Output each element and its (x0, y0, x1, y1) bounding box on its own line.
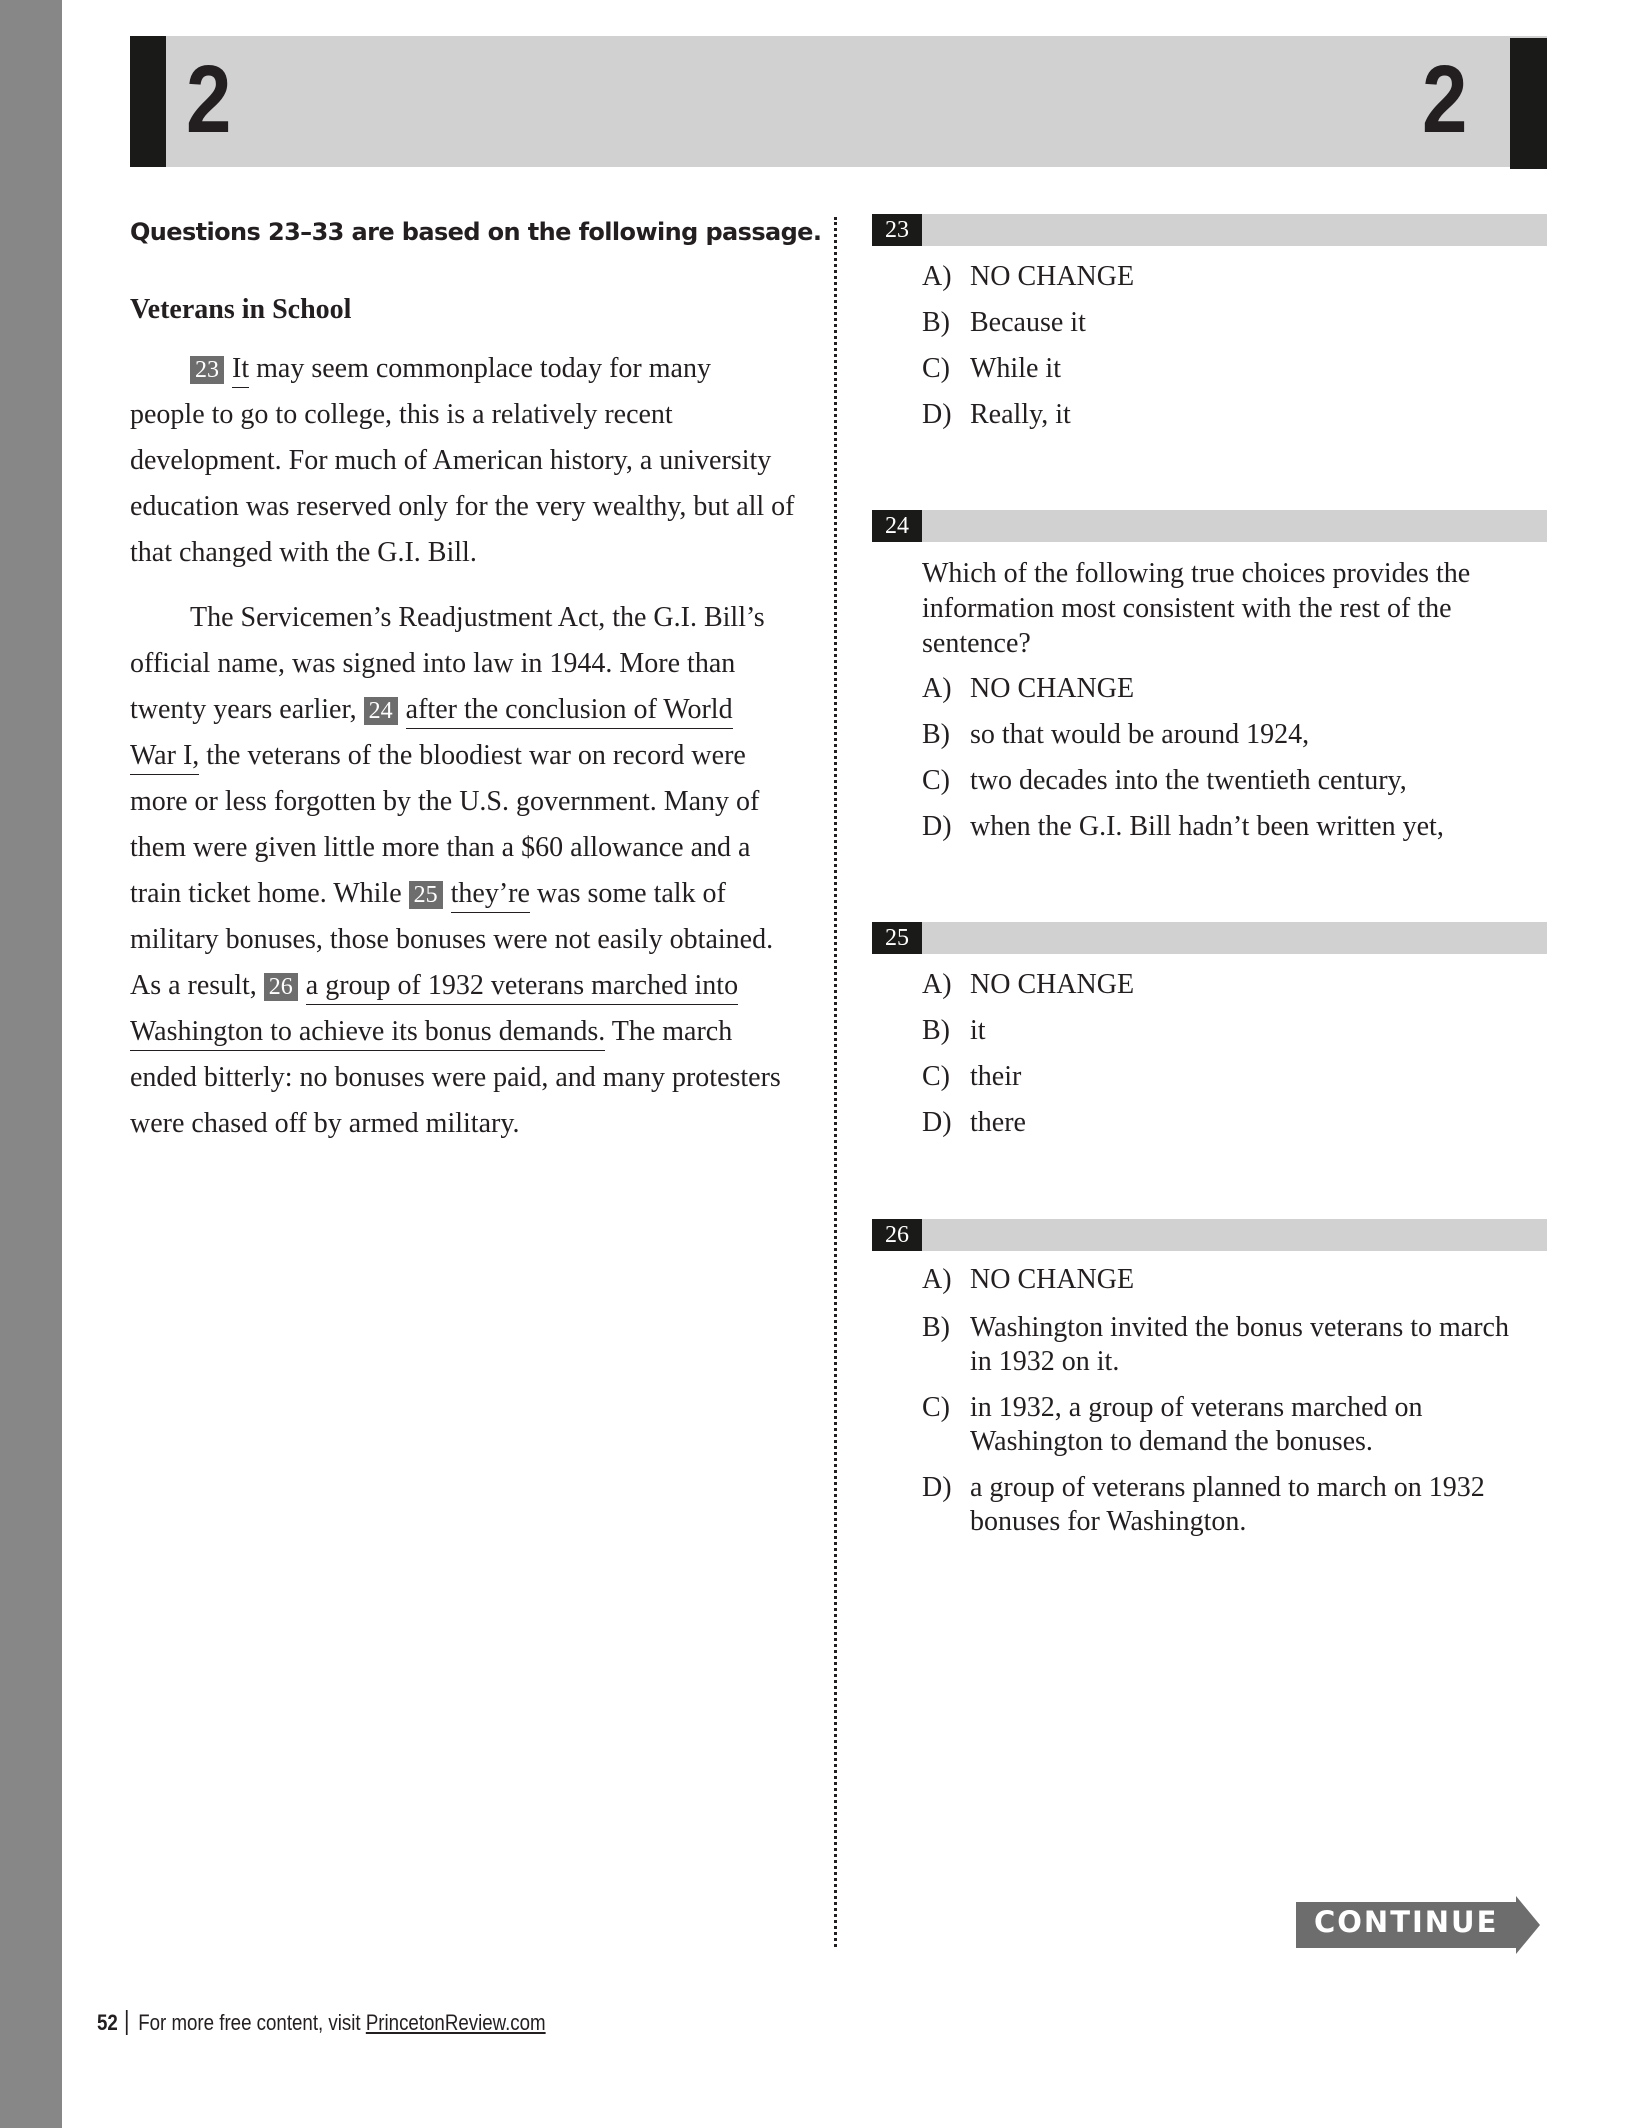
passage-text: were chased off by armed military. (130, 1108, 520, 1139)
answer-choice[interactable] (922, 260, 1547, 294)
choice-letter: D) (922, 399, 952, 430)
question-bar-26 (872, 1219, 1547, 1251)
passage-text: was some talk of (529, 878, 726, 909)
passage-line (130, 444, 771, 478)
choice-letter: C) (922, 1392, 950, 1423)
passage-text: The march (605, 1016, 733, 1047)
underlined-text[interactable]: they’re (451, 878, 530, 913)
passage-text: may seem commonplace today for many (249, 353, 711, 384)
footer-link[interactable]: PrincetonReview.com (365, 2010, 546, 2035)
choice-letter: D) (922, 1472, 952, 1503)
answer-choice[interactable] (922, 1311, 1547, 1379)
choice-text: when the G.I. Bill hadn’t been written yet, (970, 811, 1444, 842)
passage-line (130, 693, 733, 727)
answer-choice[interactable] (922, 1106, 1547, 1140)
section-marker-left (130, 36, 166, 167)
question-number: 25 (872, 922, 922, 954)
passage-text: education was reserved only for the very wealthy, but all of (130, 491, 795, 522)
section-marker-right (1510, 38, 1547, 169)
answer-choice[interactable] (922, 352, 1547, 386)
passage-text: more or less forgotten by the U.S. government. Many of (130, 786, 760, 817)
section-number-right: 2 (1422, 46, 1468, 153)
question-bar-25 (872, 922, 1547, 954)
underlined-text[interactable]: It (232, 353, 249, 388)
underlined-text[interactable]: after the conclusion of World (406, 694, 733, 729)
choice-letter: D) (922, 811, 952, 842)
passage-text: military bonuses, those bonuses were not easily obtained. (130, 924, 774, 955)
question-ref-box[interactable]: 23 (190, 356, 224, 384)
choice-letter: B) (922, 1312, 950, 1343)
choice-text: two decades into the twentieth century, (970, 765, 1407, 796)
answer-choice[interactable] (922, 1391, 1547, 1459)
question-ref-box[interactable]: 26 (264, 973, 298, 1001)
choice-letter: A) (922, 673, 952, 704)
choice-letter: C) (922, 1061, 950, 1092)
choice-text: a group of veterans planned to march on 1932 bonuses for Washington. (970, 1472, 1485, 1537)
choice-text: there (970, 1107, 1026, 1138)
choice-letter: B) (922, 307, 950, 338)
choice-letter: D) (922, 1107, 952, 1138)
page-edge-bar (0, 0, 62, 2128)
passage-line (130, 1015, 732, 1049)
passage-text: train ticket home. While (130, 878, 409, 909)
passage-line (130, 969, 738, 1003)
question-number: 23 (872, 214, 922, 246)
underlined-text[interactable]: Washington to achieve its bonus demands. (130, 1016, 605, 1051)
passage-line (130, 923, 773, 957)
question-stem: Which of the following true choices provides the information most consistent with the rest of the sentence? (922, 558, 1471, 659)
question-bar-24 (872, 510, 1547, 542)
page-number: 52 (97, 2010, 128, 2035)
section-number-left: 2 (186, 46, 232, 153)
choice-letter: B) (922, 1015, 950, 1046)
answer-choice[interactable] (922, 672, 1547, 706)
choice-text: in 1932, a group of veterans marched on Washington to demand the bonuses. (970, 1392, 1423, 1457)
choice-text: NO CHANGE (970, 261, 1135, 292)
passage-line (130, 647, 735, 681)
passage-line (130, 739, 746, 773)
underlined-text[interactable]: War I, (130, 740, 199, 775)
passage-line (130, 536, 477, 570)
passage-line (130, 877, 726, 911)
answer-choice[interactable] (922, 718, 1547, 752)
passage-text: twenty years earlier, (130, 694, 364, 725)
passage-text: official name, was signed into law in 1944. More than (130, 648, 736, 679)
passage-text: them were given little more than a $60 allowance and a (130, 832, 751, 863)
passage-text: As a result, (130, 970, 264, 1001)
underlined-text[interactable]: a group of 1932 veterans marched into (306, 970, 738, 1005)
answer-choice[interactable] (922, 764, 1547, 798)
passage-line (190, 601, 765, 635)
footer (97, 2010, 546, 2036)
passage-text: The Servicemen’s Readjustment Act, the G.I. Bill’s (190, 602, 765, 633)
passage-line (130, 490, 795, 524)
choice-text: NO CHANGE (970, 673, 1135, 704)
choice-text: so that would be around 1924, (970, 719, 1310, 750)
passage-line (130, 1061, 781, 1095)
answer-choice[interactable] (922, 1014, 1547, 1048)
choice-letter: C) (922, 765, 950, 796)
answer-choice[interactable] (922, 1471, 1547, 1539)
passage-text: people to go to college, this is a relatively recent (130, 399, 673, 430)
passage-text: ended bitterly: no bonuses were paid, and many protesters (130, 1062, 781, 1093)
passage-title: Veterans in School (130, 294, 352, 325)
column-divider (834, 217, 837, 1947)
continue-label: CONTINUE (1314, 1905, 1499, 1939)
question-ref-box[interactable]: 25 (409, 881, 443, 909)
passage-text: development. For much of American history, a university (130, 445, 772, 476)
passage-line (130, 785, 759, 819)
choice-text: Washington invited the bonus veterans to march in 1932 on it. (970, 1312, 1509, 1377)
passage-line (130, 1107, 520, 1141)
question-number: 24 (872, 510, 922, 542)
section-header-band (130, 36, 1547, 167)
choice-text: NO CHANGE (970, 969, 1135, 1000)
choice-text: Because it (970, 307, 1086, 338)
choice-letter: A) (922, 261, 952, 292)
answer-choice[interactable] (922, 810, 1547, 844)
question-ref-box[interactable]: 24 (364, 697, 398, 725)
passage-line (130, 831, 750, 865)
footer-text: For more free content, visit (138, 2010, 366, 2035)
question-number: 26 (872, 1219, 922, 1251)
choice-letter: A) (922, 969, 952, 1000)
passage-text: the veterans of the bloodiest war on record were (199, 740, 746, 771)
passage-line (130, 398, 673, 432)
choice-text: NO CHANGE (970, 1264, 1135, 1295)
answer-choice[interactable] (922, 968, 1547, 1002)
answer-choice[interactable] (922, 1060, 1547, 1094)
question-bar-23 (872, 214, 1547, 246)
answer-choice[interactable] (922, 306, 1547, 340)
continue-button[interactable] (1296, 1896, 1540, 1954)
choice-text: their (970, 1061, 1022, 1092)
choice-letter: A) (922, 1264, 952, 1295)
choice-text: Really, it (970, 399, 1071, 430)
choice-letter: B) (922, 719, 950, 750)
passage-line (190, 352, 711, 386)
choice-text: While it (970, 353, 1061, 384)
answer-choice[interactable] (922, 1263, 1547, 1297)
passage-text: that changed with the G.I. Bill. (130, 537, 477, 568)
choice-letter: C) (922, 353, 950, 384)
passage-intro: Questions 23–33 are based on the following passage. (130, 218, 822, 246)
choice-text: it (970, 1015, 986, 1046)
answer-choice[interactable] (922, 398, 1547, 432)
